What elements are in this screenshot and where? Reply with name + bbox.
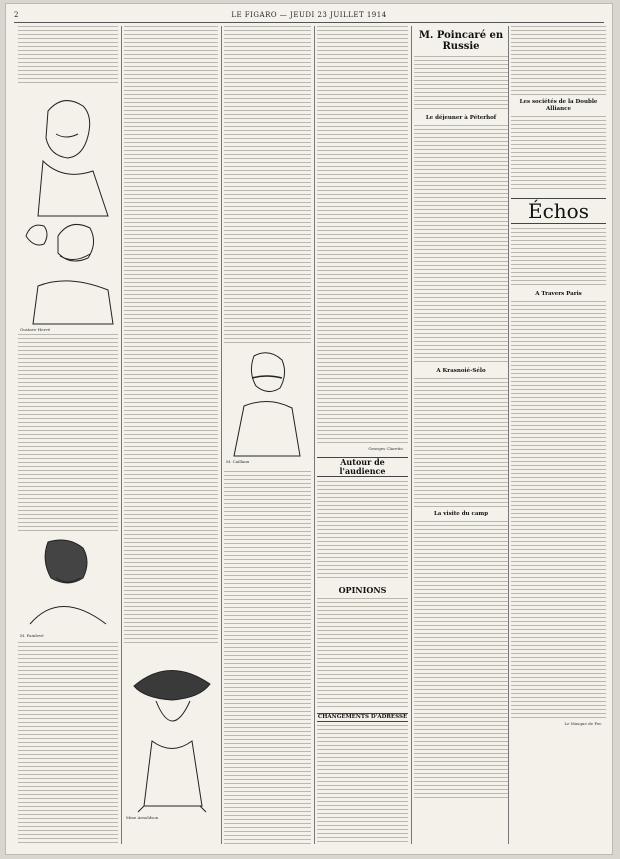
sketch-illustration <box>124 646 218 826</box>
sketch-illustration <box>224 346 311 471</box>
article-headline: M. Poincaré en Russie <box>418 30 504 52</box>
column-3 <box>224 26 311 844</box>
masthead-line: LE FIGARO — JEUDI 23 JUILLET 1914 <box>231 11 387 19</box>
column-rule <box>411 26 412 844</box>
article-text <box>18 334 118 534</box>
article-text <box>511 301 606 721</box>
sketch-illustration <box>18 86 118 334</box>
page-number: 2 <box>14 11 19 19</box>
newspaper-page <box>6 4 612 854</box>
illustration-caption: M. Caillaux <box>226 459 250 464</box>
column-1 <box>18 26 118 844</box>
article-text <box>511 228 606 288</box>
article-text <box>317 725 408 844</box>
article-text <box>414 125 508 365</box>
column-2 <box>124 26 218 844</box>
article-text <box>317 26 408 446</box>
column-rule <box>508 26 509 844</box>
echos-heading: Échos <box>511 198 606 224</box>
subheading: Les sociétés de la Double Alliance <box>519 99 598 112</box>
article-text <box>124 26 218 646</box>
subheading: La visite du camp <box>433 511 489 517</box>
illustration-caption: Gustave Hervé <box>20 327 51 332</box>
section-heading: OPINIONS <box>338 585 387 595</box>
section-heading: Autour de l'audience <box>317 457 408 477</box>
article-text <box>317 481 408 581</box>
column-6 <box>511 26 606 844</box>
article-text <box>18 26 118 86</box>
column-rule <box>121 26 122 844</box>
article-text <box>414 56 508 112</box>
subheading: Le déjeuner à Péterhof <box>425 115 497 121</box>
article-signature: Le Masque de Fer. <box>564 721 602 726</box>
section-heading: CHANGEMENTS D'ADRESSE <box>317 714 408 720</box>
article-text <box>224 471 311 844</box>
column-5 <box>414 26 508 844</box>
portrait-sketch <box>124 646 218 814</box>
column-rule <box>314 26 315 844</box>
subheading: A Travers Paris <box>535 291 582 297</box>
portrait-sketch <box>18 534 118 632</box>
sketch-illustration <box>18 534 118 642</box>
article-text <box>414 521 508 801</box>
article-text <box>18 642 118 844</box>
article-signature: Georges Claretie. <box>368 446 404 451</box>
portrait-sketch <box>18 86 118 326</box>
portrait-sketch <box>224 346 311 458</box>
article-text <box>224 26 311 346</box>
illustration-caption: M. Painlevé <box>20 633 44 638</box>
article-text <box>511 116 606 190</box>
page-header <box>14 10 604 23</box>
illustration-caption: Mme Arnoldson <box>126 815 159 820</box>
article-text <box>317 598 408 708</box>
column-rule <box>221 26 222 844</box>
article-text <box>414 378 508 508</box>
subheading: A Krasnoié-Sélo <box>436 368 486 374</box>
article-text <box>511 26 606 96</box>
column-4 <box>317 26 408 844</box>
